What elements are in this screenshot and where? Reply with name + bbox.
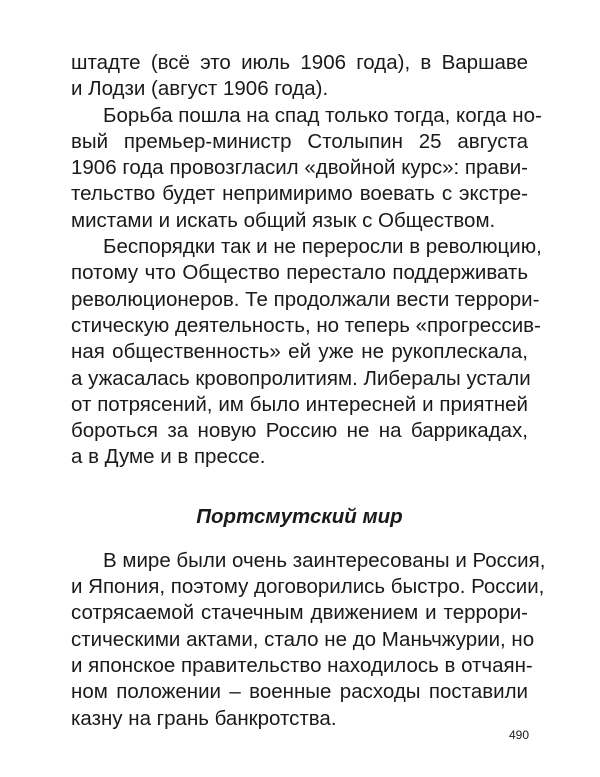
text-line: бороться за новую Россию не на баррикадах, bbox=[71, 419, 528, 443]
text-line: а ужасалась кровопролитиям. Либералы устали bbox=[71, 366, 531, 390]
bottom-paragraphs bbox=[71, 548, 546, 732]
section-heading: Портсмутский мир bbox=[196, 504, 403, 528]
book-page-body bbox=[71, 50, 546, 732]
text-line: стическую деятельность, но теперь «прогрессив- bbox=[71, 313, 541, 337]
text-line: и Япония, поэтому договорились быстро. России, bbox=[71, 575, 545, 599]
text-line: а в Думе и в прессе. bbox=[71, 445, 266, 469]
text-line: потому что Общество перестало поддерживать bbox=[71, 261, 528, 285]
text-line: казну на грань банкротства. bbox=[71, 706, 337, 730]
text-line: ная общественность» ей уже не рукоплескала, bbox=[71, 340, 528, 364]
text-line: 1906 года провозгласил «двойной курс»: прави- bbox=[71, 156, 528, 180]
text-line: тельство будет непримиримо воевать с экстре- bbox=[71, 182, 528, 206]
text-line: вый премьер-министр Столыпин 25 августа bbox=[71, 129, 528, 153]
text-line: Беспорядки так и не переросли в революцию, bbox=[103, 235, 542, 259]
text-line: от потрясений, им было интересней и приятней bbox=[71, 392, 528, 416]
paragraph-4 bbox=[71, 548, 546, 732]
text-line: и японское правительство находилось в отчаян- bbox=[71, 653, 533, 677]
page-number: 490 bbox=[508, 728, 529, 742]
paragraph-1 bbox=[71, 50, 528, 103]
text-line: В мире были очень заинтересованы и Россия, bbox=[103, 548, 546, 572]
text-line: революционеров. Те продолжали вести террори- bbox=[71, 287, 540, 311]
text-line: сотрясаемой стачечным движением и террори- bbox=[71, 601, 528, 625]
text-line: стическими актами, стало не до Маньчжурии, но bbox=[71, 627, 535, 651]
top-paragraphs bbox=[71, 50, 542, 471]
text-line: Борьба пошла на спад только тогда, когда но- bbox=[103, 103, 542, 127]
text-line: и Лодзи (август 1906 года). bbox=[71, 77, 329, 101]
text-line: мистами и искать общий язык с Обществом. bbox=[71, 208, 496, 232]
text-line: ном положении – военные расходы поставили bbox=[71, 680, 528, 704]
paragraph-3 bbox=[71, 234, 542, 471]
text-line: штадте (всё это июль 1906 года), в Варшаве bbox=[71, 51, 528, 74]
paragraph-2 bbox=[71, 103, 542, 234]
